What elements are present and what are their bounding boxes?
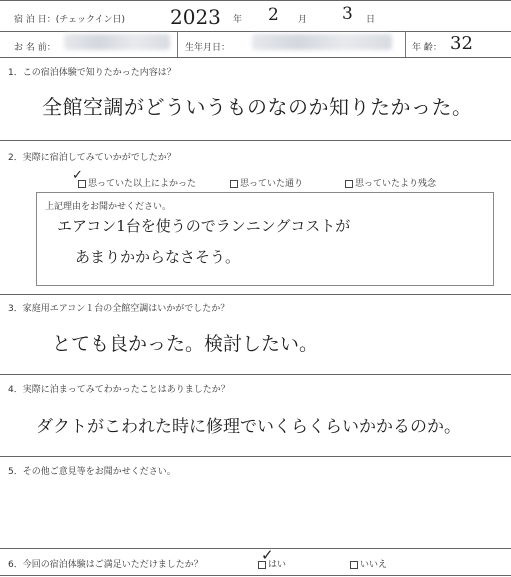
option-better-than-expected-label: 思っていた以上によかった bbox=[88, 179, 197, 189]
year-value: 2023 bbox=[170, 5, 221, 29]
reason-line-2: あまりかからなさそう。 bbox=[75, 248, 241, 266]
check-mark-q2: ✓ bbox=[72, 168, 83, 183]
checkbox-no[interactable] bbox=[350, 561, 358, 569]
year-unit: 年 bbox=[233, 15, 243, 25]
birth-label: 生年月日： bbox=[185, 43, 231, 53]
checkbox-disappointing[interactable] bbox=[345, 180, 353, 188]
question-1-label: 1．この宿泊体験で知りたかった内容は？ bbox=[8, 68, 176, 78]
stay-date-label: 宿 泊 日：(チェックイン日) bbox=[14, 15, 126, 25]
month-value: 2 bbox=[268, 5, 279, 25]
redacted-birthdate bbox=[252, 34, 392, 50]
day-value: 3 bbox=[342, 4, 353, 24]
check-mark-q6: ✓ bbox=[261, 546, 274, 564]
question-4-answer: ダクトがこわれた時に修理でいくらくらいかかるのか。 bbox=[36, 417, 461, 437]
reason-line-1: エアコン1台を使うのでランニングコストが bbox=[57, 217, 351, 235]
option-better-than-expected[interactable] bbox=[78, 176, 196, 189]
option-disappointing-label: 思っていたより残念 bbox=[355, 179, 437, 189]
question-5-label: 5．その他ご意見等をお聞かせください。 bbox=[8, 467, 176, 477]
age-label: 年 齢： bbox=[412, 43, 442, 53]
option-as-expected-label: 思っていた通り bbox=[240, 179, 304, 189]
question-3-label: 3．家庭用エアコン１台の全館空調はいかがでしたか？ bbox=[8, 304, 230, 314]
checkbox-as-expected[interactable] bbox=[230, 180, 238, 188]
question-2-label: 2．実際に宿泊してみていかがでしたか？ bbox=[8, 153, 176, 163]
reason-label: 上記理由をお聞かせください。 bbox=[45, 202, 172, 212]
option-no[interactable] bbox=[350, 557, 387, 570]
question-6-label: 6．今回の宿泊体験はご満足いただけましたか？ bbox=[8, 560, 203, 570]
question-4-label: 4．実際に泊まってみてわかったことはありましたか？ bbox=[8, 385, 230, 395]
month-unit: 月 bbox=[298, 15, 308, 25]
option-disappointing[interactable] bbox=[345, 176, 436, 189]
question-1-answer: 全館空調がどういうものなのか知りたかった。 bbox=[42, 95, 473, 119]
name-label: お 名 前： bbox=[14, 43, 56, 53]
day-unit: 日 bbox=[366, 15, 376, 25]
option-as-expected[interactable] bbox=[230, 176, 303, 189]
question-3-answer: とても良かった。検討したい。 bbox=[52, 333, 319, 355]
redacted-name bbox=[64, 34, 170, 50]
option-no-label: いいえ bbox=[360, 560, 388, 570]
age-value: 32 bbox=[450, 33, 473, 54]
reason-box bbox=[36, 192, 494, 286]
option-yes-label: はい bbox=[268, 560, 287, 570]
